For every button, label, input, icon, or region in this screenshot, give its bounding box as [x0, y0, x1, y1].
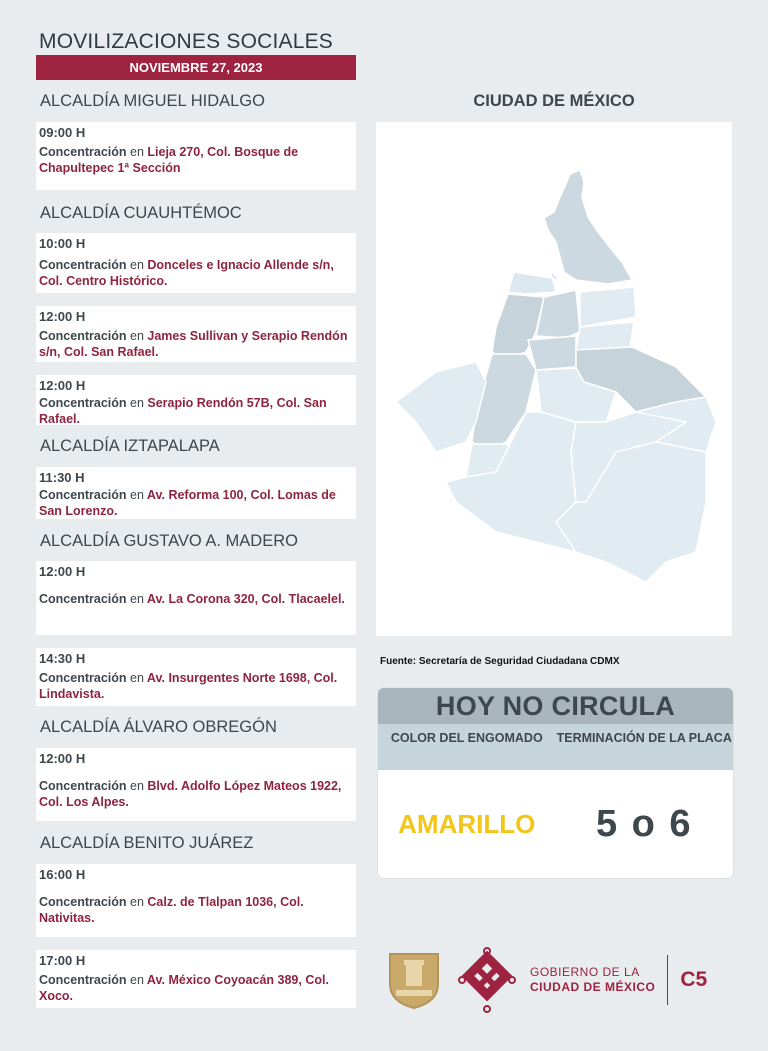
alcaldia-heading: ALCALDÍA ÁLVARO OBREGÓN	[40, 718, 277, 736]
event-card	[36, 467, 356, 519]
event-prep: en	[130, 973, 144, 987]
hnc-color-label: COLOR DEL ENGOMADO	[390, 731, 543, 745]
event-prep: en	[130, 396, 144, 410]
cdmx-government-logo-icon	[458, 947, 516, 1013]
event-card	[36, 648, 356, 706]
c5-logo: C5	[680, 968, 708, 991]
event-type: Concentración	[39, 671, 127, 685]
cdmx-map-icon	[376, 122, 732, 636]
event-address: Lieja 270, Col. Bosque de Chapultepec 1ª Sección	[39, 145, 299, 175]
event-address: Av. Insurgentes Norte 1698, Col. Lindavista.	[39, 671, 338, 701]
alcaldia-heading: ALCALDÍA GUSTAVO A. MADERO	[40, 532, 298, 550]
event-address: Av. México Coyoacán 389, Col. Xoco.	[39, 973, 329, 1003]
hnc-plate-label: TERMINACIÓN DE LA PLACA	[556, 731, 732, 745]
event-time: 12:00 H	[39, 751, 86, 766]
event-address: James Sullivan y Serapio Rendón s/n, Col. San Rafael.	[39, 329, 348, 359]
event-prep: en	[130, 258, 144, 272]
event-type: Concentración	[39, 779, 127, 793]
event-address: Blvd. Adolfo López Mateos 1922, Col. Los Alpes.	[39, 779, 342, 809]
event-prep: en	[130, 329, 144, 343]
date-banner: NOVIEMBRE 27, 2023	[36, 55, 356, 80]
event-prep: en	[130, 488, 144, 502]
event-time: 12:00 H	[39, 564, 86, 579]
event-time: 12:00 H	[39, 378, 86, 393]
event-time: 14:30 H	[39, 651, 86, 666]
cdmx-coat-of-arms-icon	[388, 950, 440, 1010]
event-address: Av. Reforma 100, Col. Lomas de San Lorenzo.	[39, 488, 336, 518]
event-address: Av. La Corona 320, Col. Tlacaelel.	[146, 592, 345, 606]
map-title: CIUDAD DE MÉXICO	[473, 92, 635, 110]
alcaldia-heading: ALCALDÍA BENITO JUÁREZ	[40, 834, 254, 852]
hnc-plate-value: 5 o 6	[595, 802, 693, 845]
event-address: Calz. de Tlalpan 1036, Col. Nativitas.	[39, 895, 304, 925]
event-prep: en	[130, 895, 144, 909]
page-title: MOVILIZACIONES SOCIALES	[39, 30, 334, 53]
event-type: Concentración	[39, 396, 127, 410]
event-card	[36, 233, 356, 293]
event-card	[36, 748, 356, 821]
event-type: Concentración	[39, 329, 127, 343]
event-type: Concentración	[39, 973, 127, 987]
event-time: 16:00 H	[39, 867, 86, 882]
event-type: Concentración	[39, 258, 127, 272]
event-address: Donceles e Ignacio Allende s/n, Col. Centro Histórico.	[39, 258, 334, 288]
event-prep: en	[130, 592, 144, 606]
source-note: Fuente: Secretaría de Seguridad Ciudadana CDMX	[380, 656, 620, 667]
hnc-color-value: AMARILLO	[398, 808, 536, 839]
gob-line2: CIUDAD DE MÉXICO	[530, 980, 656, 994]
event-time: 11:30 H	[39, 470, 85, 485]
event-type: Concentración	[39, 145, 127, 159]
alcaldia-heading: ALCALDÍA CUAUHTÉMOC	[40, 204, 242, 222]
event-card	[36, 122, 356, 190]
alcaldia-heading: ALCALDÍA IZTAPALAPA	[40, 437, 220, 455]
event-time: 10:00 H	[39, 236, 86, 251]
event-time: 17:00 H	[39, 953, 86, 968]
event-prep: en	[130, 145, 144, 159]
footer-logos	[388, 945, 728, 1015]
event-card	[36, 306, 356, 362]
hoy-no-circula-panel	[378, 688, 733, 878]
event-type: Concentración	[39, 592, 127, 606]
event-card	[36, 561, 356, 635]
event-card	[36, 375, 356, 425]
hnc-title: HOY NO CIRCULA	[378, 688, 733, 724]
event-type: Concentración	[39, 895, 127, 909]
event-prep: en	[130, 779, 144, 793]
event-time: 09:00 H	[39, 125, 86, 140]
cdmx-map	[376, 122, 732, 636]
event-type: Concentración	[39, 488, 127, 502]
event-card	[36, 864, 356, 937]
alcaldia-heading: ALCALDÍA MIGUEL HIDALGO	[40, 92, 265, 110]
event-time: 12:00 H	[39, 309, 86, 324]
gob-line1: GOBIERNO DE LA	[530, 965, 640, 979]
event-prep: en	[130, 671, 144, 685]
divider	[667, 955, 668, 1005]
event-card	[36, 950, 356, 1008]
event-address: Serapio Rendón 57B, Col. San Rafael.	[39, 396, 327, 426]
